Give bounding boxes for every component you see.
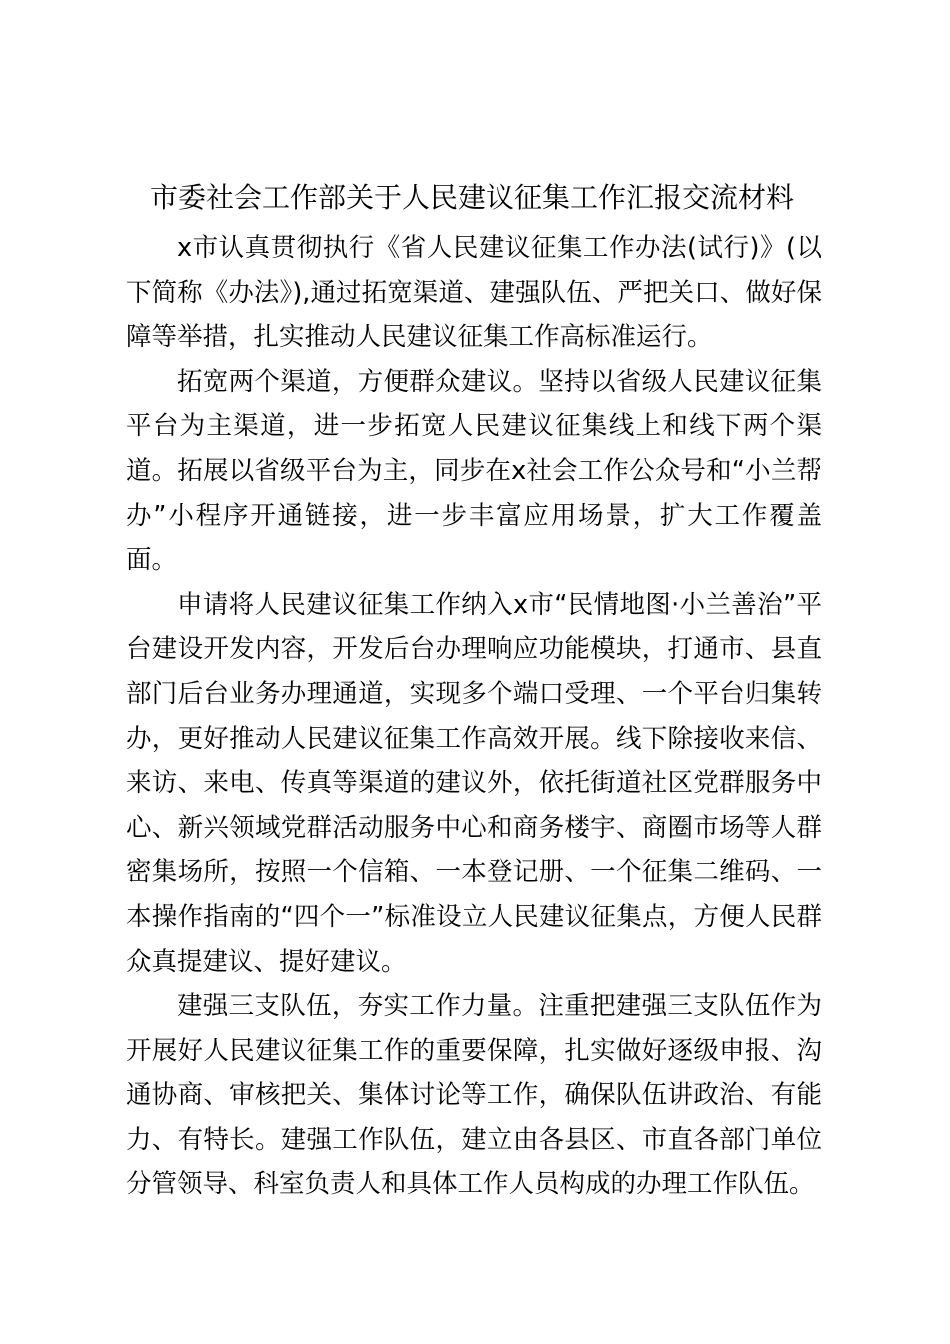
paragraph-channels: 拓宽两个渠道，方便群众建议。坚持以省级人民建议征集平台为主渠道，进一步拓宽人民建议征集线上和线下两个渠道。拓展以省级平台为主，同步在x社会工作公众号和“小兰帮办”小程序开通链接，进一步丰富应用场景，扩大工作覆盖面。 — [126, 366, 822, 576]
paragraph-platform: 申请将人民建议征集工作纳入x市“民情地图·小兰善治”平台建设开发内容，开发后台办理响应功能模块，打通市、县直部门后台业务办理通道，实现多个端口受理、一个平台归集转办，更好推动人民建议征集工作高效开展。线下除接收来信、来访、来电、传真等渠道的建议外，依托街道社区党群服务中心、新兴领域党群活动服务中心和商务楼宇、商圈市场等人群密集场所，按照一个信箱、一本登记册、一个征集二维码、一本操作指南的“四个一”标准设立人民建议征集点，方便人民群众真提建议、提好建议。 — [126, 589, 822, 977]
paragraph-intro: x市认真贯彻执行《省人民建议征集工作办法(试行)》(以下简称《办法》),通过拓宽渠道、建强队伍、严把关口、做好保障等举措，扎实推动人民建议征集工作高标准运行。 — [126, 233, 822, 353]
document-body — [126, 226, 822, 1207]
paragraph-teams: 建强三支队伍，夯实工作力量。注重把建强三支队伍作为开展好人民建议征集工作的重要保障，扎实做好逐级申报、沟通协商、审核把关、集体讨论等工作，确保队伍讲政治、有能力、有特长。建强工作队伍，建立由各县区、市直各部门单位分管领导、科室负责人和具体工作人员构成的办理工作队伍。 — [126, 991, 822, 1200]
document-title: 市委社会工作部关于人民建议征集工作汇报交流材料 — [150, 181, 795, 214]
